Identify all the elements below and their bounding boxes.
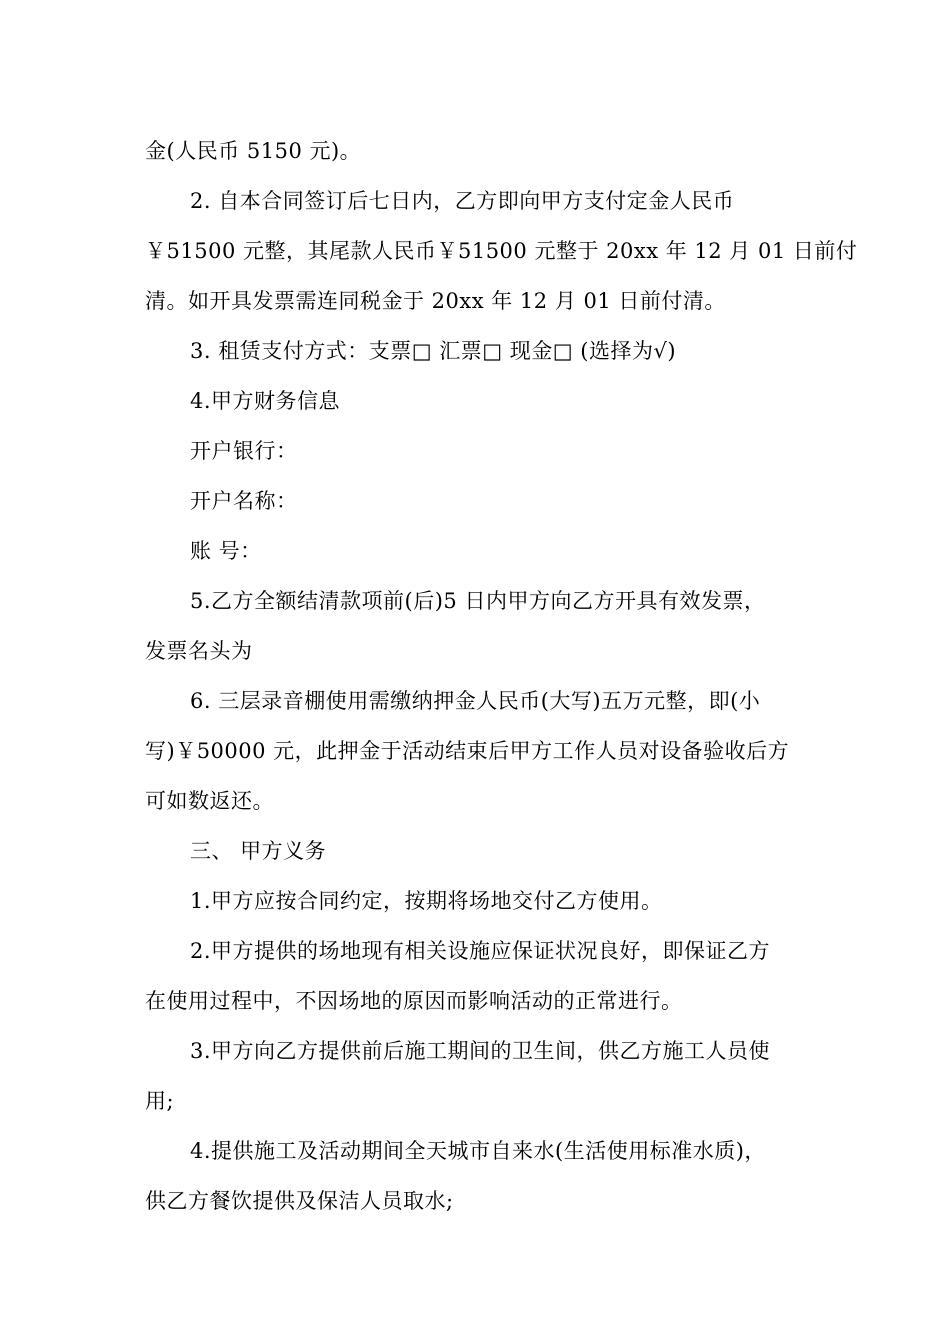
text-line: 2.甲方提供的场地现有相关设施应保证状况良好，即保证乙方 — [190, 939, 771, 963]
text-line: 6. 三层录音棚使用需缴纳押金人民币(大写)五万元整，即(小 — [190, 689, 761, 713]
account-number-label: 账 号： — [190, 539, 262, 563]
text-line: 发票名头为 — [145, 639, 253, 663]
text-line: 供乙方餐饮提供及保洁人员取水; — [145, 1189, 454, 1213]
text-line: ￥51500 元整，其尾款人民币￥51500 元整于 20xx 年 12 月 01 日前付 — [145, 239, 858, 263]
text-line: 写)￥50000 元，此押金于活动结束后甲方工作人员对设备验收后方 — [145, 739, 790, 763]
text-line: 3.甲方向乙方提供前后施工期间的卫生间，供乙方施工人员使 — [190, 1039, 771, 1063]
text-line: 3. 租赁支付方式：支票□ 汇票□ 现金□ (选择为√) — [190, 339, 677, 363]
text-line: 清。如开具发票需连同税金于 20xx 年 12 月 01 日前付清。 — [145, 289, 726, 313]
text-line: 4.提供施工及活动期间全天城市自来水(生活使用标准水质)， — [190, 1139, 766, 1163]
account-name-label: 开户名称： — [190, 489, 298, 513]
section-heading: 4.甲方财务信息 — [190, 389, 341, 413]
text-line: 在使用过程中，不因场地的原因而影响活动的正常进行。 — [145, 989, 683, 1013]
text-line: 2. 自本合同签订后七日内，乙方即向甲方支付定金人民币 — [190, 189, 735, 213]
section-heading: 三、 甲方义务 — [190, 839, 327, 863]
text-line: 金(人民币 5150 元)。 — [145, 139, 362, 163]
text-line: 可如数返还。 — [145, 789, 274, 813]
text-line: 1.甲方应按合同约定，按期将场地交付乙方使用。 — [190, 889, 663, 913]
text-line: 用; — [145, 1089, 175, 1113]
bank-field-label: 开户银行： — [190, 439, 298, 463]
text-line: 5.乙方全额结清款项前(后)5 日内甲方向乙方开具有效发票， — [190, 589, 766, 613]
